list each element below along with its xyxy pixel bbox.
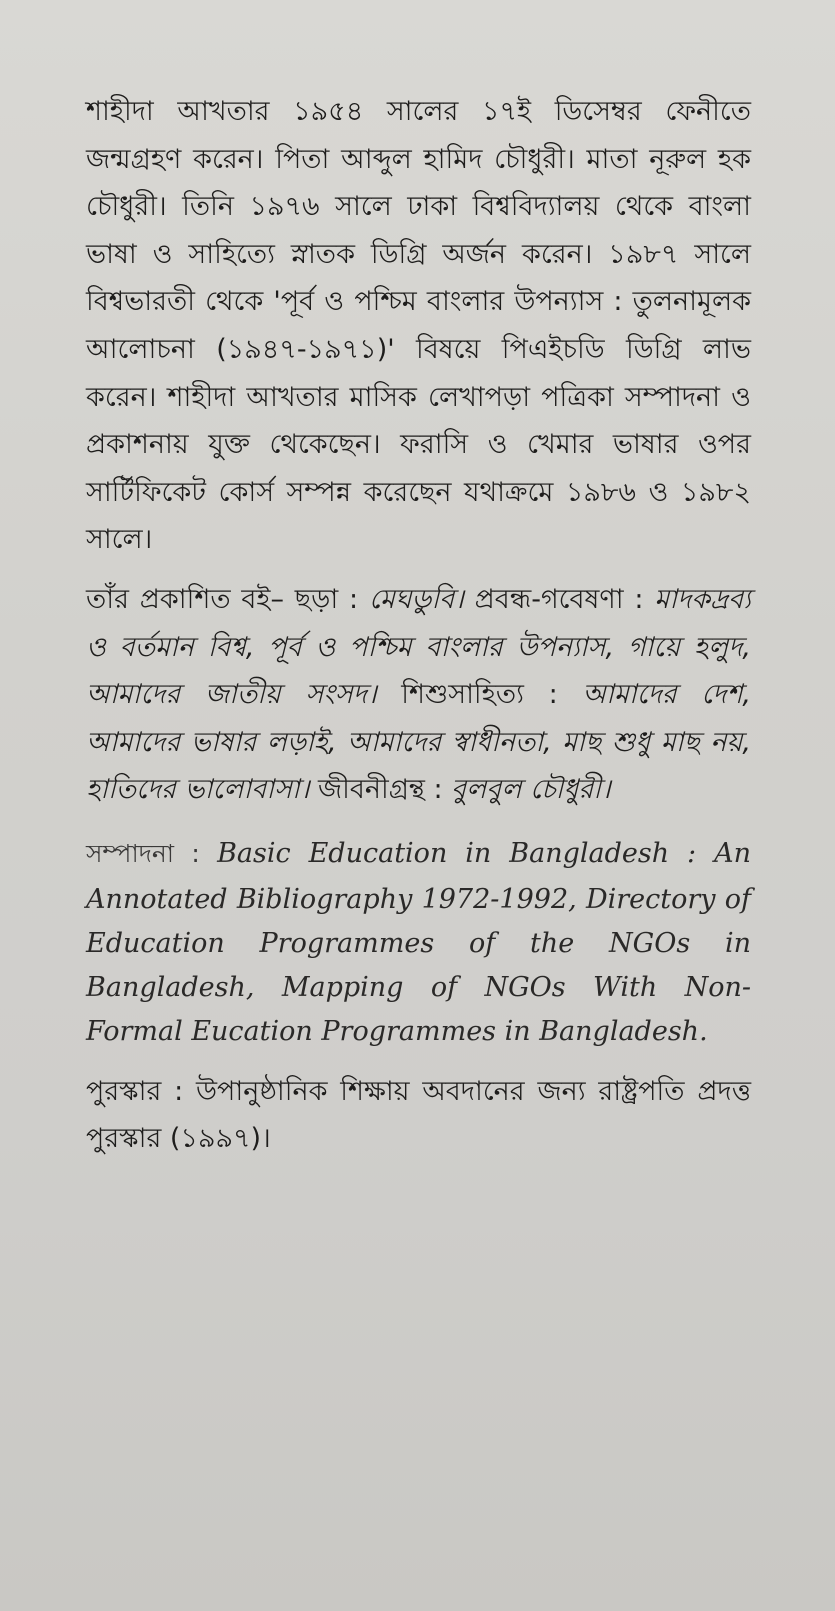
- children-books-label: শিশুসাহিত্য :: [376, 679, 583, 711]
- biography-label: জীবনীগ্রন্থ :: [309, 774, 452, 806]
- published-works-paragraph: [86, 576, 751, 814]
- works-intro: তাঁর প্রকাশিত বই– ছড়া :: [86, 583, 369, 615]
- edited-titles: Basic Education in Bangladesh : An Annotated Bibliography 1972-1992, Directory of Education Programmes of the NGOs in Bangladesh, Mapping of NGOs With Non-Formal Eucation Programmes in Bangladesh.: [86, 837, 751, 1047]
- essays-list: মাদকদ্রব্য ও বর্তমান বিশ্ব, পূর্ব ও পশ্চিম বাংলার উপন্যাস, গায়ে হলুদ, আমাদের জাতীয় সংসদ।: [86, 583, 751, 711]
- award-paragraph: পুরস্কার : উপানুষ্ঠানিক শিক্ষায় অবদানের জন্য রাষ্ট্রপতি প্রদত্ত পুরস্কার (১৯৯৭)।: [86, 1075, 751, 1155]
- edited-label: সম্পাদনা :: [86, 838, 218, 868]
- rhymes-list: মেঘডুবি।: [368, 583, 464, 615]
- edited-works-paragraph: [86, 830, 751, 1054]
- biography-list: বুলবুল চৌধুরী।: [451, 774, 611, 806]
- children-books-list: আমাদের দেশ, আমাদের ভাষার লড়াই, আমাদের স্বাধীনতা, মাছ শুধু মাছ নয়, হাতিদের ভালোবাসা।: [86, 679, 752, 806]
- essays-label: প্রবন্ধ-গবেষণা :: [474, 583, 655, 615]
- author-biography-paragraph: শাহীদা আখতার ১৯৫৪ সালের ১৭ই ডিসেম্বর ফেনীতে জন্মগ্রহণ করেন। পিতা আব্দুল হামিদ চৌধুরী। মাতা নূরুল হক চৌধুরী। তিনি ১৯৭৬ সালে ঢাকা বিশ্ববিদ্যালয় থেকে বাংলা ভাষা ও সাহিত্যে স্নাতক ডিগ্রি অর্জন করেন। ১৯৮৭ সালে বিশ্বভারতী থেকে 'পূর্ব ও পশ্চিম বাংলার উপন্যাস : তুলনামূলক আলোচনা (১৯৪৭-১৯৭১)' বিষয়ে পিএইচডি ডিগ্রি লাভ করেন। শাহীদা আখতার মাসিক লেখাপড়া পত্রিকা সম্পাদনা ও প্রকাশনায় যুক্ত থেকেছেন। ফরাসি ও খেমার ভাষার ওপর সার্টিফিকেট কোর্স সম্পন্ন করেছেন যথাক্রমে ১৯৮৬ ও ১৯৮২ সালে।: [86, 96, 751, 556]
